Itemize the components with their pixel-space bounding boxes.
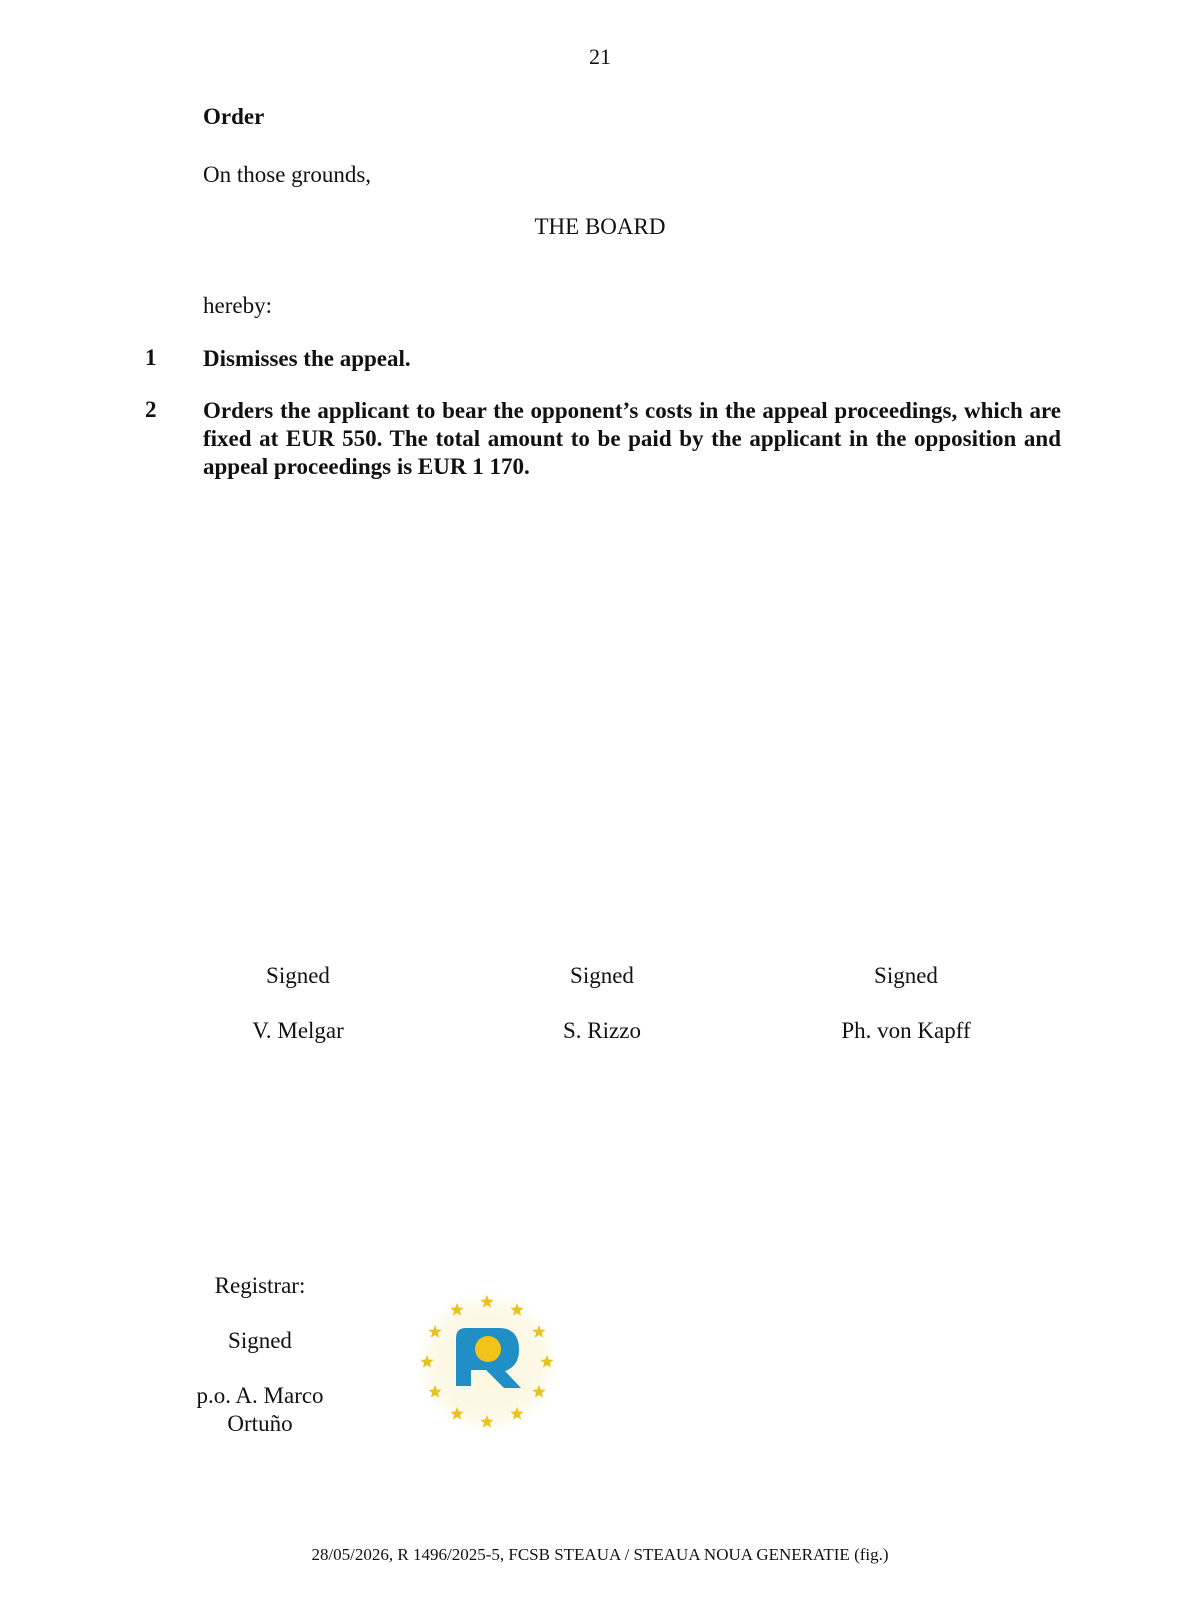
grounds-text: On those grounds, [203,162,372,187]
signatory-name: Ph. von Kapff [841,1018,971,1043]
signatory-name: S. Rizzo [563,1018,641,1043]
registrar-signed: Signed [228,1328,292,1353]
hereby-text: hereby: [203,293,272,318]
signed-label: Signed [266,963,330,988]
page-number: 21 [589,44,611,69]
order-item-number: 2 [145,397,157,422]
registrar-name: p.o. A. Marco Ortuño [196,1383,324,1436]
board-heading: THE BOARD [534,214,666,239]
signature-block [756,962,1056,1045]
euipo-seal-icon [413,1288,561,1436]
signed-label: Signed [874,963,938,988]
order-item-text: Orders the applicant to bear the opponent’s costs in the appeal proceedings, which are fixed at EUR 550. The total amount to be paid by the applicant in the opposition and appeal proceedings is EUR 1 170. [203,398,1061,479]
order-item-text: Dismisses the appeal. [203,346,411,371]
signed-label: Signed [570,963,634,988]
signature-block [452,962,752,1045]
order-heading: Order [203,104,265,129]
registrar-label: Registrar: [214,1273,306,1298]
signatory-name: V. Melgar [252,1018,344,1043]
signature-block [148,962,448,1045]
order-item-number: 1 [145,345,157,370]
footer-reference: 28/05/2026, R 1496/2025-5, FCSB STEAUA / STEAUA NOUA GENERATIE (fig.) [311,1545,889,1564]
registrar-block [180,1272,340,1438]
